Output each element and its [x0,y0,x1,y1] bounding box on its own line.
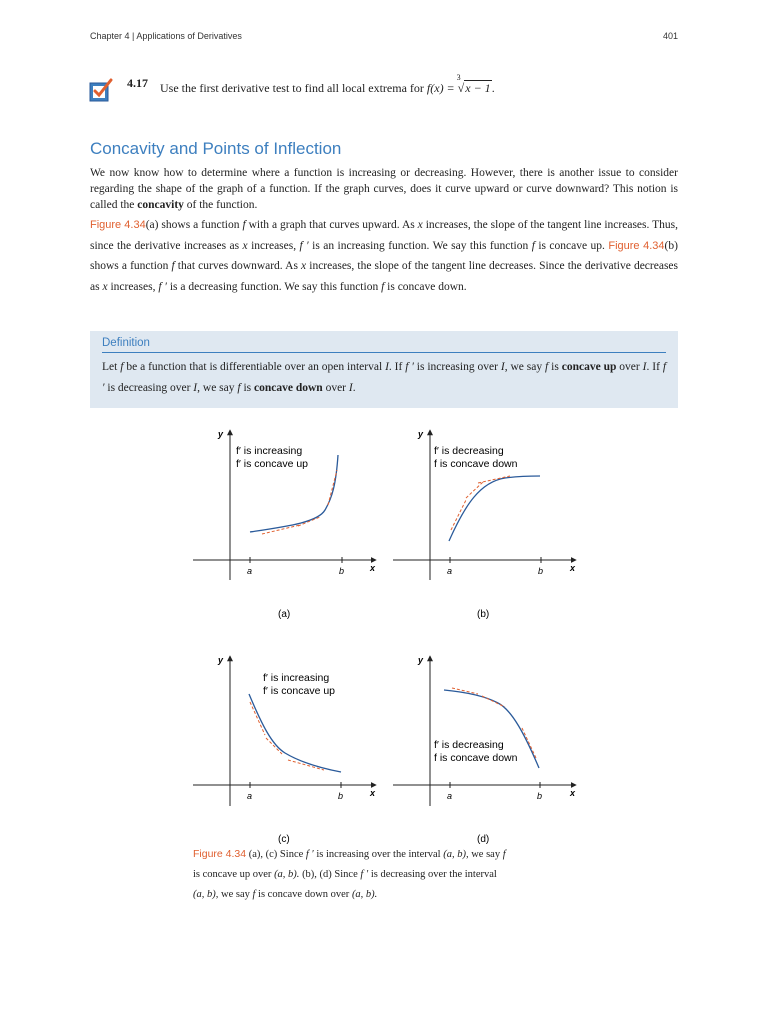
y-axis-label: y [418,655,424,665]
paragraph-intro: We now know how to determine where a function is increasing or decreasing. However, there is another issue to consider regarding the shape of the graph of a function. If the graph curves, does it curve upward or curve downward? This notion is called the concavity of the function. [90,167,678,211]
running-header-chapter: Chapter 4 | Applications of Derivatives [90,31,242,41]
tick-a-label: a [247,791,253,801]
panel-text-1: f′ is increasing [236,445,303,457]
curve [449,476,540,541]
panel-label: (d) [477,834,490,845]
curve [249,694,341,772]
panel-text-2: f′ is concave up [236,458,309,470]
x-axis-label: x [570,788,576,798]
paragraph-figure-explanation: Figure 4.34(a) shows a function f with a graph that curves upward. As x increases, the slope of the tangent line increases. Thus, since the derivative increases as x increases, f ′ is an increasing function. We say this function f is concave up. Figure 4.34(b) shows a function f that curves downward. As x increases, the slope of the tangent line decreases. Since the derivative decreases as x increases, f ′ is a decreasing function. We say this function f is concave down. [90,219,679,293]
tangent-line [522,728,536,758]
tangent-line [451,500,466,530]
x-axis-label: x [370,563,376,573]
tangent-line [288,760,324,770]
tick-b-label: b [537,791,543,801]
x-axis-label: x [370,788,376,798]
tick-b-label: b [538,566,544,576]
tangent-line [328,470,337,505]
exercise-number: 4.17 [127,76,148,90]
figure-link[interactable]: Figure 4.34 [90,219,146,231]
tangent-line [298,517,320,526]
cube-root: 3 √x − 1 [456,73,491,95]
panel-label: (c) [278,834,290,845]
definition-title: Definition [102,337,150,349]
tick-a-label: a [247,566,253,576]
definition-text: Let f be a function that is differentiable over an open interval I. If f ′ is increasing over I, we say f is concave up over I. If f ′ is decreasing over I, we say f is concave down over I. [102,361,667,394]
tick-a-label: a [447,791,453,801]
tangent-line [266,738,282,754]
y-axis-label: y [218,429,224,439]
panel-label: (b) [477,609,490,620]
panel-b [393,429,576,620]
figure-link[interactable]: Figure 4.34 [608,239,665,252]
panel-c [193,655,376,845]
figure-caption-label: Figure 4.34 [193,848,247,860]
tick-a-label: a [447,566,453,576]
panel-text-1: f′ is decreasing [434,445,504,457]
figure-caption: Figure 4.34 (a), (c) Since f ′ is increasing over the interval (a, b), we say f is concave up over (a, b). (b), (d) Since f ′ is decreasing over the interval (a, b), we say f is concave down over (a, b). [193,848,506,900]
page-number: 401 [662,31,678,41]
panel-label: (a) [278,609,291,620]
panel-text-2: f′ is concave up [263,685,336,697]
exercise-text: Use the first derivative test to find all local extrema for f(x) = 3 √x − 1. [160,73,495,95]
section-title: Concavity and Points of Inflection [90,139,342,158]
panel-a [193,429,376,620]
panel-text-1: f′ is decreasing [434,739,504,751]
panel-text-2: f is concave down [434,458,518,470]
panel-d [393,655,576,845]
panel-text-1: f′ is increasing [263,672,330,684]
y-axis-label: y [218,655,224,665]
y-axis-label: y [418,429,424,439]
tangent-line [250,702,265,735]
x-axis-label: x [570,563,576,573]
tick-b-label: b [339,566,345,576]
panel-text-2: f is concave down [434,752,518,764]
tick-b-label: b [338,791,344,801]
